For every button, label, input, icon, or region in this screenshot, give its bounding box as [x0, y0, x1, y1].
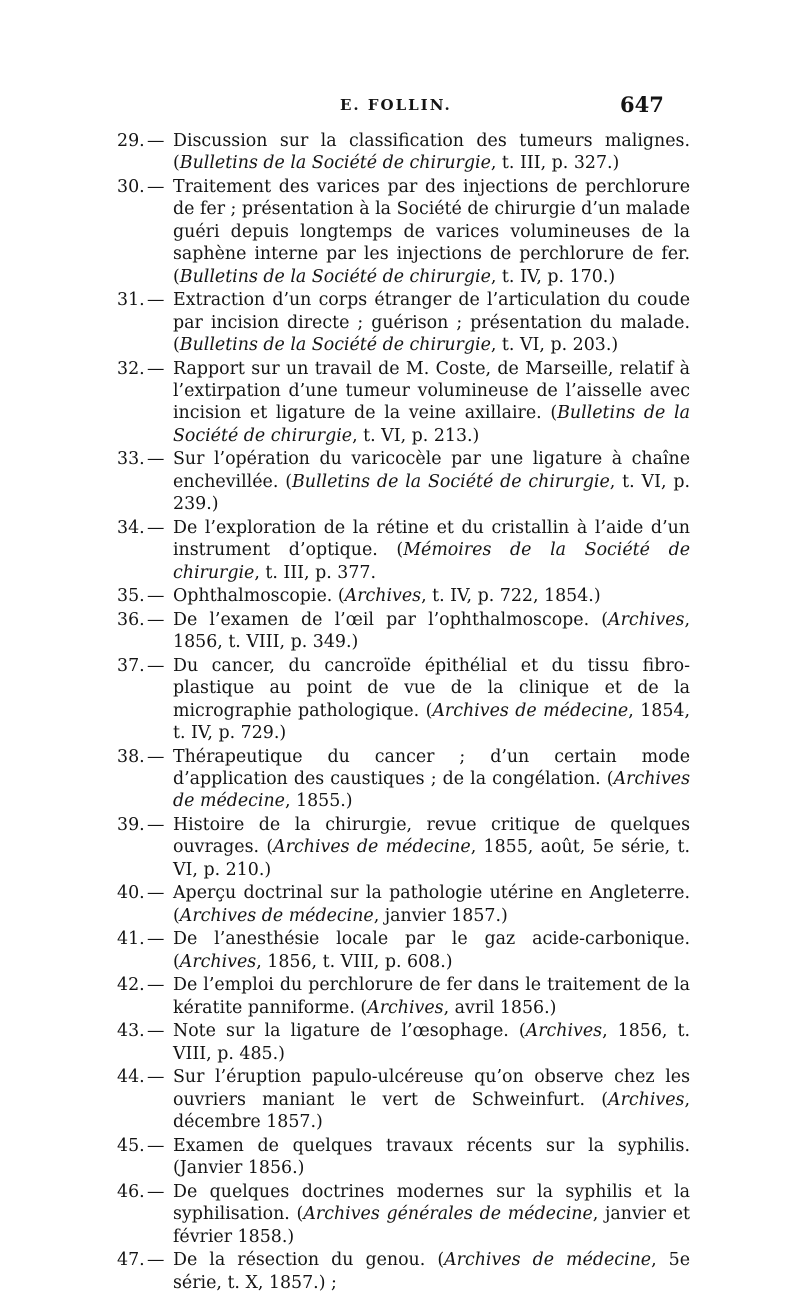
bibliography-entry-38 [117, 746, 690, 813]
bibliography-entry-33 [117, 448, 690, 515]
entry-number: 33. [117, 449, 145, 470]
bibliography-list [117, 130, 690, 1295]
entry-text: Du cancer, du cancroïde épithélial et du tissu fibro-plastique au point de vue de la clinique et de la micrographie pathologique. (Archives de médecine, 1854, t. IV, p. 729.) [173, 655, 690, 744]
entry-citation: Archives de médecine [444, 1250, 652, 1271]
entry-text: De l’exploration de la rétine et du cristallin à l’aide d’un instrument d’optique. (Mémoires de la Société de chirurgie, t. III, p. 377. [173, 517, 690, 583]
entry-dash: — [147, 655, 165, 676]
entry-dash: — [147, 290, 165, 311]
entry-citation: Archives générales de médecine [303, 1204, 593, 1225]
bibliography-entry-32 [117, 358, 690, 448]
bibliography-entry-34 [117, 517, 690, 584]
entry-number: 43. [117, 1021, 145, 1042]
entry-citation: Mémoires de la Société de chirurgie [173, 540, 690, 583]
entry-dash: — [147, 929, 165, 950]
entry-citation: Archives [367, 997, 444, 1018]
entry-number: 38. [117, 746, 145, 767]
entry-number: 47. [117, 1250, 145, 1271]
entry-dash: — [147, 131, 165, 151]
entry-text: Ophthalmoscopie. (Archives, t. IV, p. 722, 1854.) [173, 586, 601, 607]
entry-dash: — [147, 975, 165, 996]
entry-dash: — [147, 177, 165, 197]
entry-number: 34. [117, 517, 145, 538]
entry-dash: — [147, 449, 165, 470]
entry-text: Aperçu doctrinal sur la pathologie utérine en Angleterre. (Archives de médecine, janvier 1857.) [173, 883, 690, 926]
entry-number: 42. [117, 975, 145, 996]
entry-text: Histoire de la chirurgie, revue critique de quelques ouvrages. (Archives de médecine, 1855, août, 5e série, t. VI, p. 210.) [173, 815, 690, 880]
entry-text: Discussion sur la classification des tumeurs malignes. (Bulletins de la Société de chirurgie, t. III, p. 327.) [173, 131, 690, 174]
bibliography-entry-36 [117, 609, 690, 654]
entry-dash: — [147, 746, 165, 767]
bibliography-entry-40 [117, 882, 690, 927]
entry-citation: Archives [608, 1089, 685, 1110]
bibliography-entry-46 [117, 1181, 690, 1248]
bibliography-entry-43 [117, 1020, 690, 1065]
bibliography-entry-45 [117, 1135, 690, 1180]
entry-citation: Archives [179, 951, 257, 972]
entry-citation: Archives de médecine [173, 769, 690, 812]
entry-number: 41. [117, 929, 145, 950]
entry-number: 29. [117, 131, 145, 151]
entry-text: De quelques doctrines modernes sur la syphilis et la syphilisation. (Archives générales de médecine, janvier et février 1858.) [173, 1181, 690, 1247]
entry-dash: — [147, 358, 165, 379]
entry-citation: Archives de médecine [273, 837, 471, 858]
entry-citation: Archives [344, 586, 422, 607]
entry-number: 39. [117, 815, 145, 836]
bibliography-entry-44 [117, 1066, 690, 1133]
entry-text: Thérapeutique du cancer ; d’un certain mode d’application des caustiques ; de la congélation. (Archives de médecine, 1855.) [173, 746, 690, 812]
entry-text: De l’examen de l’œil par l’ophthalmoscope. (Archives, 1856, t. VIII, p. 349.) [173, 609, 690, 653]
entry-text: Sur l’éruption papulo-ulcéreuse qu’on observe chez les ouvriers maniant le vert de Schweinfurt. (Archives, décembre 1857.) [173, 1067, 690, 1133]
bibliography-entry-39 [117, 814, 690, 881]
entry-text: De l’emploi du perchlorure de fer dans le traitement de la kératite panniforme. (Archives, avril 1856.) [173, 975, 690, 1018]
entry-text: Extraction d’un corps étranger de l’articulation du coude par incision directe ; guérison ; présentation du malade. (Bulletins de la Société de chirurgie, t. VI, p. 203.) [173, 290, 690, 356]
entry-text: Rapport sur un travail de M. Coste, de Marseille, relatif à l’extirpation d’une tumeur volumineuse de l’aisselle avec incision et ligature de la veine axillaire. (Bulletins de la Société de chirurgie, t. VI, p. 213.) [173, 358, 690, 446]
entry-number: 30. [117, 177, 145, 197]
entry-dash: — [147, 1135, 165, 1156]
entry-citation: Bulletins de la Société de chirurgie [292, 471, 610, 492]
bibliography-entry-42 [117, 974, 690, 1019]
entry-number: 45. [117, 1135, 145, 1156]
entry-text: De l’anesthésie locale par le gaz acide-carbonique. (Archives, 1856, t. VIII, p. 608.) [173, 929, 690, 972]
entry-text: Note sur la ligature de l’œsophage. (Archives, 1856, t. VIII, p. 485.) [173, 1021, 691, 1064]
entry-number: 31. [117, 290, 145, 311]
entry-text: Traitement des varices par des injections de perchlorure de fer ; présentation à la Société de chirurgie d’un malade guéri depuis longtemps de varices volumineuses de la saphène interne par les injections de perchlorure de fer. (Bulletins de la Société de chirurgie, t. IV, p. 170.) [173, 177, 690, 287]
entry-dash: — [147, 517, 165, 538]
entry-number: 46. [117, 1181, 145, 1202]
bibliography-entry-29 [117, 130, 690, 175]
entry-dash: — [147, 586, 165, 607]
entry-citation: Archives de médecine [179, 905, 374, 926]
entry-citation: Bulletins de la Société de chirurgie [173, 403, 690, 446]
page-number: 647 [620, 92, 664, 117]
bibliography-entry-37 [117, 655, 690, 745]
entry-text: De la résection du genou. (Archives de médecine, 5e série, t. X, 1857.) ; [173, 1250, 690, 1293]
entry-number: 32. [117, 358, 145, 379]
bibliography-entry-30 [117, 176, 690, 288]
bibliography-entry-47 [117, 1249, 690, 1294]
entry-citation: Archives de médecine [432, 700, 629, 721]
entry-number: 37. [117, 655, 145, 676]
entry-text: Examen de quelques travaux récents sur la syphilis. (Janvier 1856.) [173, 1135, 690, 1179]
bibliography-entry-31 [117, 289, 690, 356]
entry-number: 44. [117, 1067, 145, 1088]
entry-citation: Bulletins de la Société de chirurgie [179, 266, 491, 287]
entry-dash: — [147, 815, 165, 836]
bibliography-entry-35 [117, 585, 690, 607]
entry-citation: Bulletins de la Société de chirurgie [179, 153, 491, 174]
entry-dash: — [147, 883, 165, 904]
entry-citation: Bulletins de la Société de chirurgie [179, 335, 491, 356]
entry-dash: — [147, 1021, 165, 1042]
entry-citation: Archives [608, 609, 685, 630]
entry-dash: — [147, 1250, 165, 1271]
entry-dash: — [147, 1067, 165, 1088]
entry-number: 36. [117, 609, 145, 630]
running-head: E. FOLLIN. [340, 96, 452, 114]
entry-dash: — [147, 609, 165, 630]
entry-text: Sur l’opération du varicocèle par une ligature à chaîne enchevillée. (Bulletins de la Société de chirurgie, t. VI, p. 239.) [173, 449, 691, 515]
entry-dash: — [147, 1181, 165, 1202]
entry-number: 40. [117, 883, 145, 904]
bibliography-entry-41 [117, 928, 690, 973]
entry-number: 35. [117, 586, 145, 607]
page-header [0, 92, 800, 126]
entry-citation: Archives [525, 1021, 603, 1042]
